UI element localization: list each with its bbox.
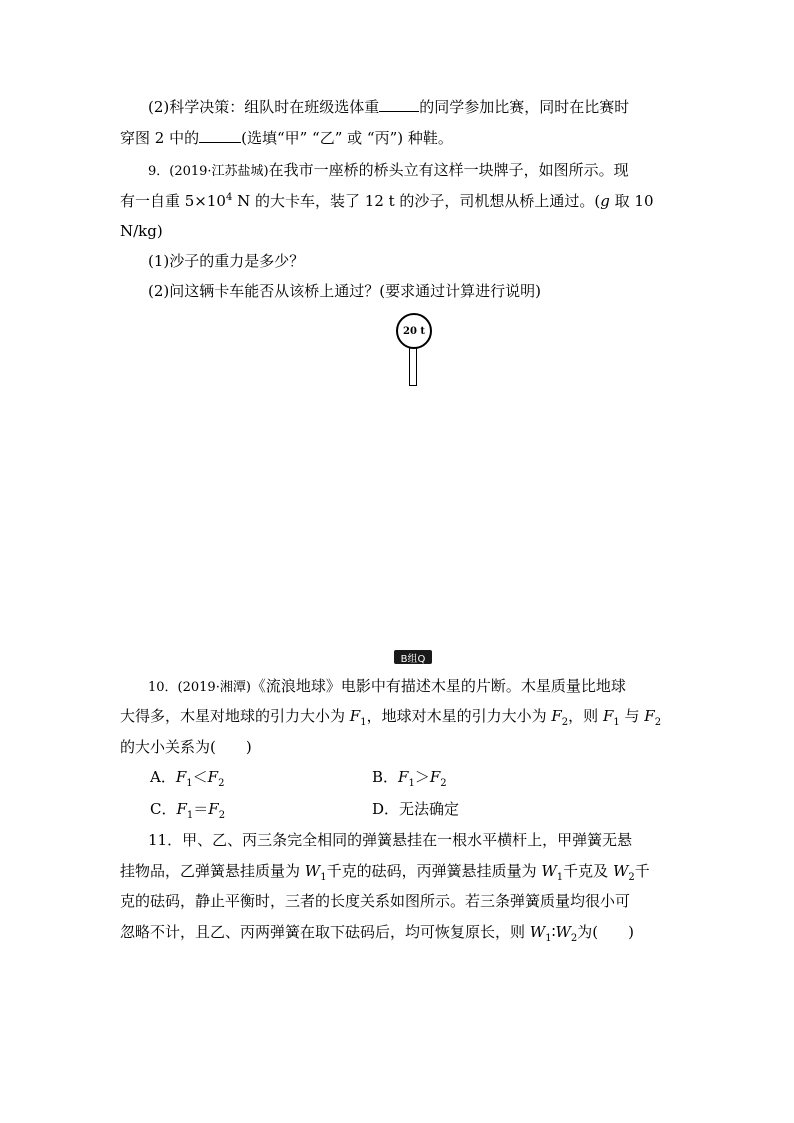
relation: ＞ <box>414 768 430 786</box>
q11-line2 <box>120 861 650 881</box>
q11-text: 千克的砝码，丙弹簧悬挂质量为 <box>326 862 542 880</box>
subscript: 1 <box>360 717 367 728</box>
q9-text: 取 10 <box>609 192 654 210</box>
q11-text: 为( ) <box>577 923 634 941</box>
question-source: 10．(2019·湘潭) <box>148 680 251 695</box>
q10-text: ，则 <box>568 707 603 725</box>
variable-f: F <box>429 768 441 786</box>
variable-f: F <box>176 800 187 818</box>
exponent: 4 <box>225 192 233 203</box>
option-label: A． <box>150 768 176 786</box>
variable-f: F <box>175 768 187 786</box>
variable-f: F <box>602 707 614 725</box>
subscript: 2 <box>440 778 447 789</box>
q10-line1 <box>148 676 626 698</box>
relation: ＝ <box>193 800 209 818</box>
q9-sub1: (1)沙子的重力是多少？ <box>148 252 305 270</box>
option-label: B． <box>372 768 399 786</box>
q11-text: 千克及 <box>563 862 613 880</box>
q8-part2-line1 <box>148 97 629 117</box>
subscript: 2 <box>654 717 662 728</box>
q8-text: (选填“甲” “乙” 或 “丙”) 种鞋。 <box>241 129 453 147</box>
q9-line3: N/kg) <box>120 222 163 240</box>
q11-line3: 克的砝码，静止平衡时，三者的长度关系如图所示。若三条弹簧质量均很小可 <box>120 892 631 910</box>
variable-f: F <box>208 800 219 818</box>
variable-w: W <box>612 862 629 880</box>
subscript: 2 <box>570 933 578 944</box>
q10-line3: 的大小关系为( ) <box>120 738 252 756</box>
subscript: 1 <box>320 872 327 883</box>
subscript: 1 <box>556 872 564 883</box>
q9-sub2: (2)问这辆卡车能否从该桥上通过？(要求通过计算进行说明) <box>148 282 541 300</box>
option-a[interactable] <box>150 767 224 787</box>
subscript: 1 <box>408 778 415 789</box>
q8-text: 穿图 2 中的 <box>120 129 200 147</box>
q11-line1: 11．甲、乙、丙三条完全相同的弹簧悬挂在一根水平横杆上，甲弹簧无悬 <box>148 831 633 849</box>
variable-w: W <box>529 923 546 941</box>
q10-line2 <box>120 706 661 726</box>
subscript: 1 <box>545 933 552 944</box>
answer-blank[interactable] <box>379 97 419 112</box>
variable-f: F <box>644 707 655 725</box>
option-b[interactable] <box>372 767 447 787</box>
variable-w: W <box>304 862 321 880</box>
sign-circle <box>396 313 432 349</box>
q8-part2-line2 <box>120 128 453 148</box>
option-label: C． <box>150 800 177 818</box>
variable-f: F <box>207 768 219 786</box>
subscript: 1 <box>613 717 620 728</box>
ratio-sign: ∶ <box>551 923 556 941</box>
variable-f: F <box>551 707 562 725</box>
variable-w: W <box>555 923 571 941</box>
sign-pole <box>409 348 417 386</box>
q10-text: 《流浪地球》电影中有描述木星的片断。木星质量比地球 <box>250 677 626 695</box>
variable-g: g <box>600 192 610 210</box>
q11-text: 挂物品，乙弹簧悬挂质量为 <box>120 862 305 880</box>
group-b-badge: B组Q <box>394 650 432 664</box>
variable-w: W <box>541 862 557 880</box>
q10-text: 与 <box>619 707 645 725</box>
subscript: 2 <box>561 717 569 728</box>
subscript: 2 <box>628 872 635 883</box>
q8-text: 的同学参加比赛，同时在比赛时 <box>419 98 630 116</box>
subscript: 2 <box>218 778 225 789</box>
q11-text: 千 <box>634 862 650 880</box>
variable-f: F <box>398 768 409 786</box>
q9-line1 <box>148 160 629 182</box>
sign-label: 20 t <box>402 325 426 337</box>
q11-text: 忽略不计，且乙、丙两弹簧在取下砝码后，均可恢复原长，则 <box>120 923 530 941</box>
answer-blank[interactable] <box>199 128 241 143</box>
question-source: 9．(2019·江苏盐城) <box>148 164 269 179</box>
subscript: 1 <box>186 778 193 789</box>
q9-line2 <box>120 191 654 211</box>
q11-line4 <box>120 922 634 942</box>
variable-f: F <box>349 707 361 725</box>
option-c[interactable] <box>150 799 225 819</box>
q9-text: 有一自重 5×10 <box>120 192 226 210</box>
option-d[interactable]: D．无法确定 <box>372 800 460 818</box>
q10-text: ，地球对木星的引力大小为 <box>366 707 552 725</box>
q8-text: (2)科学决策：组队时在班级选体重 <box>148 98 380 116</box>
q10-text: 大得多，木星对地球的引力大小为 <box>120 707 350 725</box>
bridge-weight-limit-sign <box>396 313 432 388</box>
q9-text: 在我市一座桥的桥头立有这样一块牌子，如图所示。现 <box>268 161 629 179</box>
subscript: 1 <box>186 810 194 821</box>
subscript: 2 <box>218 810 226 821</box>
q9-text: N 的大卡车，装了 12 t 的沙子，司机想从桥上通过。( <box>232 192 601 210</box>
relation: ＜ <box>192 768 208 786</box>
